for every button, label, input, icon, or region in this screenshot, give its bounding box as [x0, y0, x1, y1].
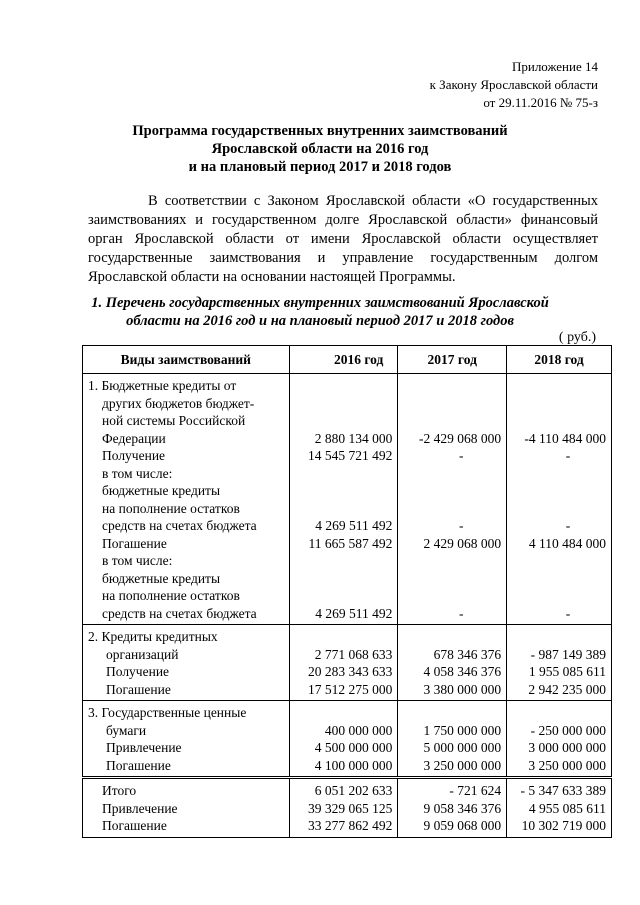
amount-value: 4 269 511 492	[315, 518, 393, 533]
table-row	[83, 374, 612, 625]
row-label: Итого	[102, 783, 137, 798]
row-label: бумаги	[106, 722, 147, 738]
value-cell-2017	[398, 374, 507, 625]
amount-value: -	[458, 448, 464, 463]
amount-value	[403, 412, 501, 430]
amount-value: 20 283 343 633	[307, 664, 393, 679]
amount-value: 4 500 000 000	[314, 740, 393, 755]
amount-value: 17 512 275 000	[307, 681, 393, 697]
amount-value	[295, 500, 393, 518]
section-heading	[0, 294, 640, 330]
amount-value	[295, 465, 393, 483]
value-cell-2016	[289, 701, 398, 778]
amount-value	[295, 377, 393, 395]
amount-value: 4 058 346 376	[423, 664, 502, 679]
amount-value	[512, 395, 606, 413]
amount-value	[403, 482, 501, 500]
amount-value: - 721 624	[449, 783, 502, 798]
borrowing-type-cell	[83, 625, 290, 701]
amount-value: 2 429 068 000	[423, 535, 502, 551]
amount-value	[403, 704, 501, 722]
amount-value: 3 250 000 000	[423, 757, 502, 773]
table-row	[83, 625, 612, 701]
amount-value: -	[565, 605, 571, 621]
header-borrowing-type: Виды заимствований	[83, 346, 290, 374]
value-cell-2018	[507, 778, 612, 838]
amount-value	[295, 482, 393, 500]
row-label: 2. Кредиты кредитных	[88, 629, 218, 644]
row-label: организаций	[106, 646, 179, 662]
row-label: Погашение	[106, 681, 171, 697]
title-line-1: Программа государственных внутренних заимствований	[132, 123, 508, 139]
amount-value: - 250 000 000	[530, 722, 606, 738]
amount-value	[512, 628, 606, 646]
amount-value: 1 955 085 611	[528, 664, 606, 679]
row-label: Привлечение	[102, 800, 178, 816]
amount-value: 33 277 862 492	[307, 818, 393, 833]
amount-value	[512, 500, 606, 518]
row-label: Получение	[102, 448, 166, 463]
amount-value: - 987 149 389	[530, 646, 606, 662]
row-label: Погашение	[102, 818, 167, 833]
table-header-row	[83, 346, 612, 374]
amount-value: 3 000 000 000	[528, 740, 606, 755]
annex-block	[430, 58, 598, 112]
title-line-3: и на плановый период 2017 и 2018 годов	[188, 159, 452, 175]
amount-value: 4 955 085 611	[528, 800, 606, 816]
amount-value	[295, 395, 393, 413]
amount-value	[403, 570, 501, 588]
amount-value	[403, 395, 501, 413]
row-label: Привлечение	[106, 740, 182, 755]
amount-value: -	[458, 518, 464, 533]
row-label: бюджетные кредиты	[102, 483, 221, 498]
row-label: Федерации	[102, 430, 166, 446]
amount-value: 400 000 000	[324, 722, 393, 738]
borrowing-type-cell	[83, 701, 290, 778]
header-2017: 2017 год	[398, 346, 507, 374]
amount-value: 2 771 068 633	[314, 646, 393, 662]
amount-value: 1 750 000 000	[423, 722, 502, 738]
row-label: средств на счетах бюджета	[102, 518, 257, 533]
row-label: на пополнение остатков	[102, 588, 240, 603]
row-label: средств на счетах бюджета	[102, 605, 257, 621]
intro-text: В соответствии с Законом Ярославской области «О государственных заимствованиях и государственном долге Ярославской области» финансовый орган Ярославской области от имени Ярославской области осуществляет государственные заимствования и управление государственным долгом Ярославской области на основании настоящей Программы.	[88, 193, 598, 285]
amount-value	[295, 628, 393, 646]
amount-value	[512, 570, 606, 588]
borrowing-type-cell	[83, 374, 290, 625]
value-cell-2018	[507, 625, 612, 701]
amount-value	[512, 465, 606, 483]
amount-value	[403, 552, 501, 570]
amount-value: 5 000 000 000	[423, 740, 502, 755]
amount-value: 9 058 346 376	[423, 800, 502, 816]
value-cell-2017	[398, 778, 507, 838]
value-cell-2016	[289, 778, 398, 838]
row-label: Получение	[106, 664, 170, 679]
section-line-1: 1. Перечень государственных внутренних заимствований Ярославской	[91, 295, 549, 311]
amount-value	[403, 377, 501, 395]
value-cell-2017	[398, 625, 507, 701]
annex-line-3: от 29.11.2016 № 75-з	[483, 95, 598, 110]
amount-value: 4 269 511 492	[315, 605, 393, 621]
amount-value: 10 302 719 000	[521, 818, 606, 833]
amount-value	[403, 465, 501, 483]
annex-line-1: Приложение 14	[511, 59, 598, 74]
row-label: Погашение	[106, 757, 171, 773]
row-label: на пополнение остатков	[102, 500, 240, 516]
amount-value	[512, 412, 606, 430]
amount-value	[295, 587, 393, 605]
amount-value: -	[565, 448, 571, 463]
amount-value: -	[565, 518, 571, 533]
amount-value	[512, 587, 606, 605]
row-label: в том числе:	[102, 553, 173, 568]
amount-value	[295, 552, 393, 570]
header-2016: 2016 год	[289, 346, 398, 374]
table-row	[83, 778, 612, 838]
amount-value	[512, 552, 606, 570]
value-cell-2018	[507, 701, 612, 778]
row-label: Погашение	[102, 535, 167, 551]
borrowing-type-cell	[83, 778, 290, 838]
amount-value	[403, 500, 501, 518]
amount-value: - 5 347 633 389	[520, 783, 606, 798]
amount-value	[295, 412, 393, 430]
amount-value: 2 942 235 000	[528, 681, 606, 697]
amount-value	[403, 587, 501, 605]
value-cell-2018	[507, 374, 612, 625]
amount-value: -	[458, 605, 464, 621]
amount-value: 9 059 068 000	[423, 818, 502, 833]
row-label: 3. Государственные ценные	[88, 705, 247, 720]
header-2018: 2018 год	[507, 346, 612, 374]
value-cell-2016	[289, 625, 398, 701]
amount-value: 2 880 134 000	[314, 430, 393, 446]
amount-value: -4 110 484 000	[524, 430, 606, 446]
amount-value: 11 665 587 492	[308, 535, 393, 551]
title-line-2: Ярославской области на 2016 год	[211, 141, 429, 157]
amount-value: 3 380 000 000	[423, 681, 502, 697]
amount-value: 14 545 721 492	[307, 448, 393, 463]
document-title	[0, 122, 640, 176]
amount-value: -2 429 068 000	[418, 430, 502, 446]
amount-value: 4 100 000 000	[314, 757, 393, 773]
table-row	[83, 701, 612, 778]
borrowings-table	[82, 345, 612, 838]
amount-value	[512, 704, 606, 722]
amount-value: 39 329 065 125	[307, 800, 393, 816]
row-label: бюджетные кредиты	[102, 570, 221, 586]
row-label: другиx бюджетов бюджет-	[102, 395, 255, 411]
value-cell-2016	[289, 374, 398, 625]
unit-label: ( руб.)	[558, 330, 596, 345]
section-line-2: области на 2016 год и на плановый период 2017 и 2018 годов	[126, 313, 514, 329]
amount-value	[295, 570, 393, 588]
amount-value: 3 250 000 000	[528, 757, 606, 773]
table-body	[83, 374, 612, 838]
row-label: ной системы Российской	[102, 413, 246, 428]
row-label: в том числе:	[102, 465, 173, 481]
amount-value: 4 110 484 000	[528, 535, 606, 551]
row-label: 1. Бюджетные кредиты от	[88, 378, 237, 393]
amount-value	[512, 377, 606, 395]
annex-line-2: к Закону Ярославской области	[429, 77, 598, 92]
intro-paragraph	[88, 192, 598, 287]
amount-value	[295, 704, 393, 722]
amount-value	[512, 482, 606, 500]
amount-value: 6 051 202 633	[314, 783, 393, 798]
amount-value: 678 346 376	[433, 646, 502, 662]
value-cell-2017	[398, 701, 507, 778]
amount-value	[403, 628, 501, 646]
